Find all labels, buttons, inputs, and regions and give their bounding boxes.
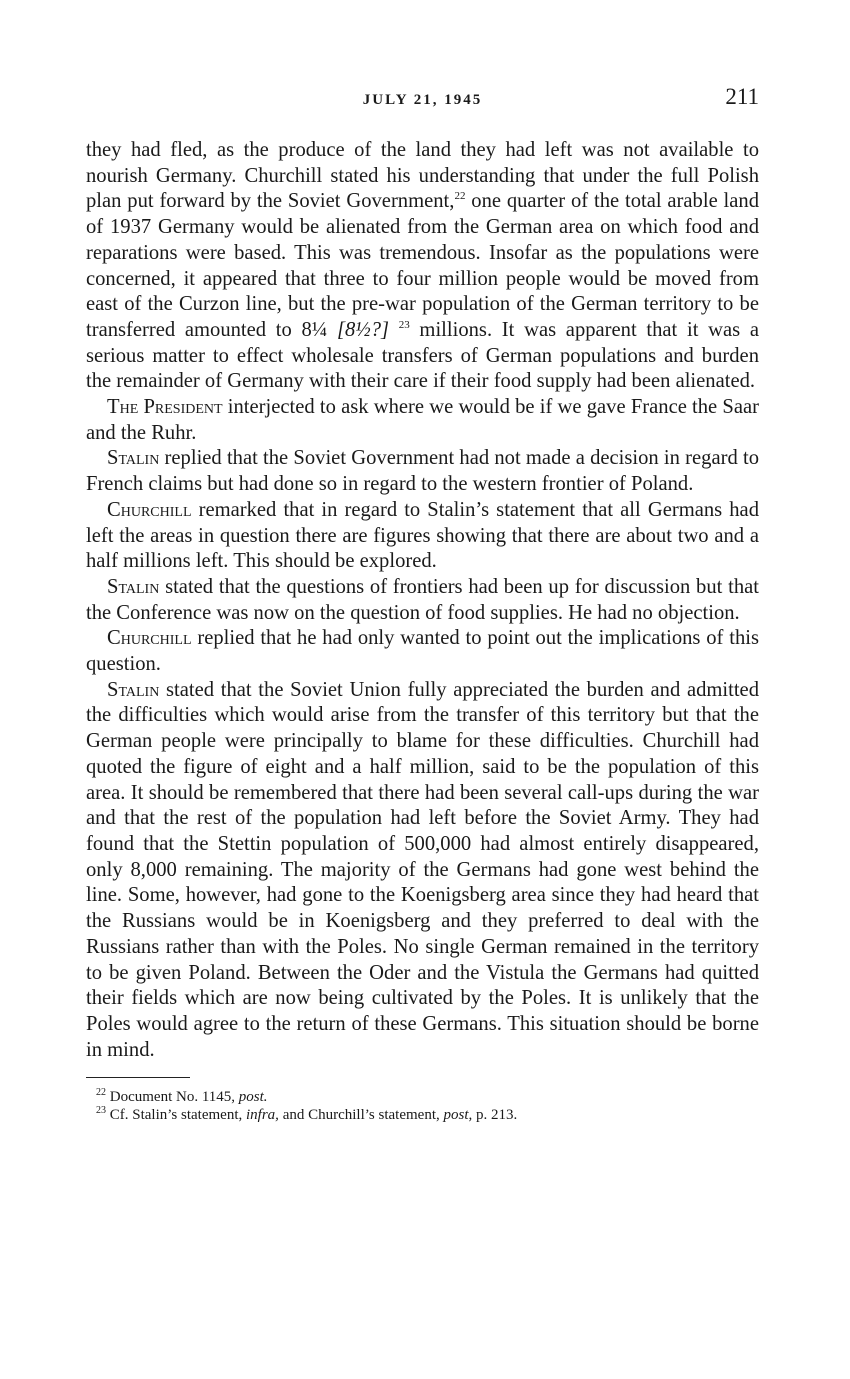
speaker-name: Stalin xyxy=(107,575,160,598)
paragraph xyxy=(86,626,759,677)
text-run: p. 213. xyxy=(472,1107,518,1124)
paragraph xyxy=(86,498,759,575)
text-run: stated that the questions of frontiers had been up for discussion but that the Conference was now on the question of food supplies. He had no objection. xyxy=(86,575,759,624)
footnote-mark: 23 xyxy=(96,1105,106,1117)
paragraph xyxy=(86,575,759,626)
speaker-name: Churchill xyxy=(107,498,192,521)
body-text xyxy=(86,138,759,1063)
paragraph xyxy=(86,395,759,446)
running-title: JULY 21, 1945 xyxy=(362,92,483,108)
text-run: Document No. 1145, xyxy=(109,1089,239,1106)
running-head xyxy=(86,84,759,118)
page-number: 211 xyxy=(725,84,759,109)
text-run: remarked that in regard to Stalin’s statement that all Germans had left the areas in question there are figures showing that there are about two and a half millions left. This should be explored. xyxy=(86,498,759,573)
footnote-reference: 23 xyxy=(398,319,410,332)
italic-text: post, xyxy=(443,1107,473,1124)
footnote xyxy=(86,1106,759,1124)
speaker-name: Churchill xyxy=(107,627,192,650)
footnote-rule xyxy=(86,1077,190,1078)
document-page xyxy=(86,84,759,1124)
text-run: replied that the Soviet Government had not made a decision in regard to French claims but had done so in regard to the western frontier of Poland. xyxy=(86,447,759,496)
paragraph xyxy=(86,678,759,1064)
text-run: replied that he had only wanted to point out the implications of this question. xyxy=(86,627,759,676)
footnote xyxy=(86,1088,759,1106)
text-run: Cf. Stalin’s statement, xyxy=(109,1107,246,1124)
text-run: they had fled, as the produce of the land they had left was not available to nourish Germany. Churchill stated his understanding that under the full Polish plan put forward by the Soviet Government, xyxy=(86,139,759,213)
italic-text: post. xyxy=(238,1089,268,1106)
text-run: millions. It was apparent that it was a serious matter to effect wholesale transfers of German populations and burden the remainder of Germany with their care if their food supply had been alienated. xyxy=(86,318,759,393)
paragraph xyxy=(86,446,759,497)
speaker-name: The President xyxy=(107,396,223,419)
footnotes xyxy=(86,1088,759,1124)
text-run: stated that the Soviet Union fully appreciated the burden and admitted the difficulties which would arise from the transfer of this territory but that the German people were principally to blame for these difficulties. Churchill had quoted the figure of eight and a half million, said to be the population of this area. It should be remembered that there had been several call-ups during the war and that the rest of the population had left before the Soviet Army. They had found that the Stettin population of 500,000 had almost entirely disappeared, only 8,000 remaining. The majority of the Germans had gone west behind the line. Some, however, had gone to the Koenigsberg area since they had heard that the Russians would be in Koenigsberg and they preferred to deal with the Russians rather than with the Poles. No single German remained in the territory to be given Poland. Between the Oder and the Vistula the Germans had quitted their fields which are now being cultivated by the Poles. It is unlikely that the Poles would agree to the return of these Germans. This situation should be borne in mind. xyxy=(86,678,759,1061)
text-run: and Churchill’s statement, xyxy=(278,1107,444,1124)
italic-text: [8½?] xyxy=(336,318,390,341)
text-run: one quarter of the total arable land of 1937 Germany would be alienated from the German area on which food and reparations were based. This was tremendous. Insofar as the populations were concerned, it appeared that three to four million people would be moved from east of the Curzon line, but the pre-war population of the German territory to be transferred amounted to 8¼ xyxy=(86,190,759,341)
footnote-mark: 22 xyxy=(96,1087,106,1099)
speaker-name: Stalin xyxy=(107,447,160,470)
text-run xyxy=(389,319,399,341)
speaker-name: Stalin xyxy=(107,678,160,701)
italic-text: infra, xyxy=(246,1107,279,1124)
text-run: interjected to ask where we would be if we gave France the Saar and the Ruhr. xyxy=(86,396,759,444)
footnote-reference: 22 xyxy=(454,190,466,203)
paragraph xyxy=(86,138,759,395)
